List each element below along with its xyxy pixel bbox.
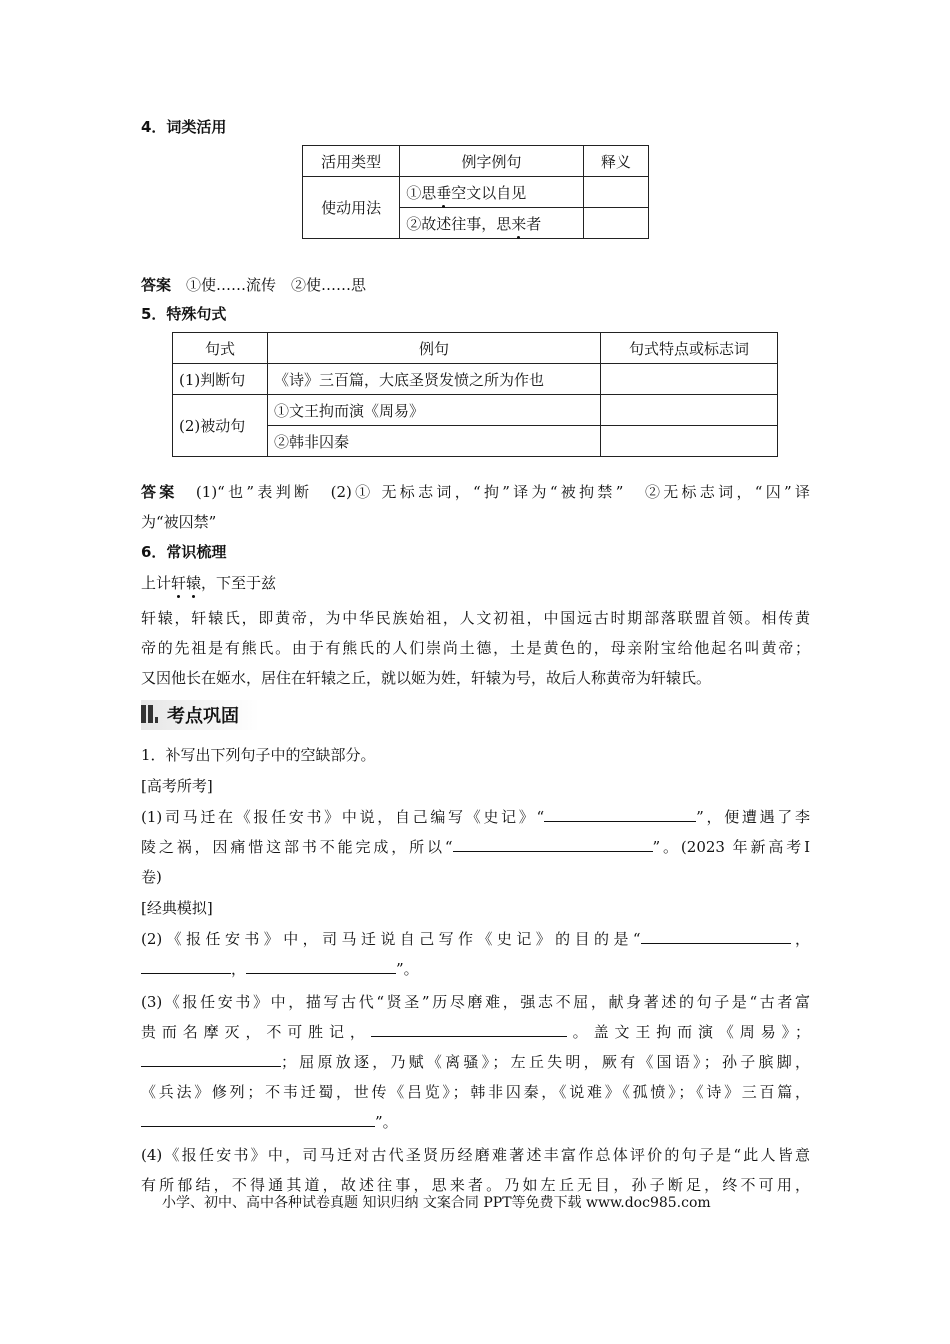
tag-gaokao: [高考所考] bbox=[141, 777, 213, 795]
answer-5-line2: 为“被囚禁” bbox=[141, 513, 217, 531]
section-4-heading: 4．词类活用 bbox=[141, 118, 227, 136]
usage-type-cell: 使动用法 bbox=[303, 177, 400, 239]
tag-classic: [经典模拟] bbox=[141, 899, 213, 917]
feature-cell-empty bbox=[601, 395, 778, 426]
q1-line3: 卷) bbox=[141, 868, 162, 886]
dotted-char: 垂 bbox=[436, 183, 452, 202]
section-5-heading: 5．特殊句式 bbox=[141, 305, 227, 323]
dotted-char: 来 bbox=[511, 214, 527, 233]
table-row: 《诗》三百篇，大底圣贤发愤之所为作也 bbox=[268, 364, 601, 395]
q3-line4: 《兵法》修列；不韦迁蜀，世传《吕览》；韩非囚秦，《说难》《孤愤》；《诗》三百篇， bbox=[141, 1083, 810, 1101]
table-header-example: 例字例句 bbox=[400, 146, 584, 177]
meaning-cell-empty bbox=[583, 208, 648, 239]
q3-line1: (3)《报任安书》中，描写古代“贤圣”历尽磨难，强志不屈，献身著述的句子是“古者富 bbox=[141, 993, 810, 1011]
feature-cell-empty bbox=[601, 364, 778, 395]
knowledge-line3: 又因他长在姬水，居住在轩辕之丘，就以姬为姓，轩辕为号，故后人称黄帝为轩辕氏。 bbox=[141, 669, 712, 687]
fill-blank[interactable] bbox=[141, 1050, 281, 1067]
knowledge-line1: 轩辕，轩辕氏，即黄帝，为中华民族始祖，人文初祖，中国远古时期部落联盟首领。相传黄 bbox=[141, 609, 810, 627]
q3-line2: 贵而名摩灭，不可胜记， 。盖文王拘而演《周易》； bbox=[141, 1017, 810, 1047]
q1-line1: (1)司马迁在《报任安书》中说，自己编写《史记》“ ”，便遭遇了李 bbox=[141, 802, 810, 832]
answer-5-line1: 答案 (1)“也”表判断 (2)① 无标志词，“拘”译为“被拘禁” ②无标志词，“囚”译 bbox=[141, 483, 810, 501]
q4-line2: 有所郁结，不得通其道，故述往事，思来者。乃如左丘无目，孙子断足，终不可用， bbox=[141, 1176, 810, 1194]
word-usage-table bbox=[302, 145, 649, 239]
fill-blank[interactable] bbox=[141, 957, 231, 974]
answer-text: ①使……流传 ②使……思 bbox=[186, 276, 367, 294]
q3-line3: ；屈原放逐，乃赋《离骚》；左丘失明，厥有《国语》；孙子膑脚， bbox=[141, 1047, 810, 1077]
table-header-type: 活用类型 bbox=[303, 146, 400, 177]
table-header-example: 例句 bbox=[268, 333, 601, 364]
section-title: 考点巩固 bbox=[167, 706, 239, 727]
table-header-feature: 句式特点或标志词 bbox=[601, 333, 778, 364]
sentence-pattern-table bbox=[172, 332, 778, 457]
answer-label: 答案 bbox=[141, 483, 178, 501]
meaning-cell-empty bbox=[583, 177, 648, 208]
q2-line1: (2)《报任安书》中，司马迁说自己写作《史记》的目的是“ ， bbox=[141, 924, 810, 954]
answer-label: 答案 bbox=[141, 276, 172, 294]
answer-4 bbox=[141, 274, 366, 295]
q3-line5: ”。 bbox=[141, 1107, 810, 1137]
table-row: ①思垂空文以自见 bbox=[400, 177, 584, 208]
bars-icon bbox=[141, 705, 159, 723]
fill-blank[interactable] bbox=[641, 927, 791, 944]
table-row: ②故述往事，思来者 bbox=[400, 208, 584, 239]
q4-line1: (4)《报任安书》中，司马迁对古代圣贤历经磨难著述丰富作总体评价的句子是“此人皆意 bbox=[141, 1146, 810, 1164]
fill-blank[interactable] bbox=[141, 1110, 375, 1127]
fill-blank[interactable] bbox=[246, 957, 396, 974]
table-row: ①文王拘而演《周易》 bbox=[268, 395, 601, 426]
section-header bbox=[141, 700, 259, 730]
fill-blank[interactable] bbox=[453, 835, 653, 852]
q1-line2: 陵之祸，因痛惜这部书不能完成，所以“ ”。(2023 年新高考Ⅰ bbox=[141, 832, 810, 862]
judge-label-cell: (1)判断句 bbox=[173, 364, 268, 395]
page-footer: 小学、初中、高中各种试卷真题 知识归纳 文案合同 PPT等免费下载 www.doc985.com bbox=[162, 1195, 711, 1211]
fill-blank[interactable] bbox=[371, 1020, 567, 1037]
table-header-pattern: 句式 bbox=[173, 333, 268, 364]
table-row: ②韩非囚秦 bbox=[268, 426, 601, 457]
passive-label-cell: (2)被动句 bbox=[173, 395, 268, 457]
knowledge-subheading: 上计轩辕，下至于兹 bbox=[141, 574, 277, 592]
knowledge-line2: 帝的先祖是有熊氏。由于有熊氏的人们崇尚土德，土是黄色的，母亲附宝给他起名叫黄帝； bbox=[141, 639, 810, 657]
question-1: 1．补写出下列句子中的空缺部分。 bbox=[141, 746, 376, 764]
table-header-meaning: 释义 bbox=[583, 146, 648, 177]
q2-line2: ， ”。 bbox=[141, 954, 810, 984]
feature-cell-empty bbox=[601, 426, 778, 457]
fill-blank[interactable] bbox=[544, 805, 696, 822]
section-6-heading: 6．常识梳理 bbox=[141, 543, 227, 561]
